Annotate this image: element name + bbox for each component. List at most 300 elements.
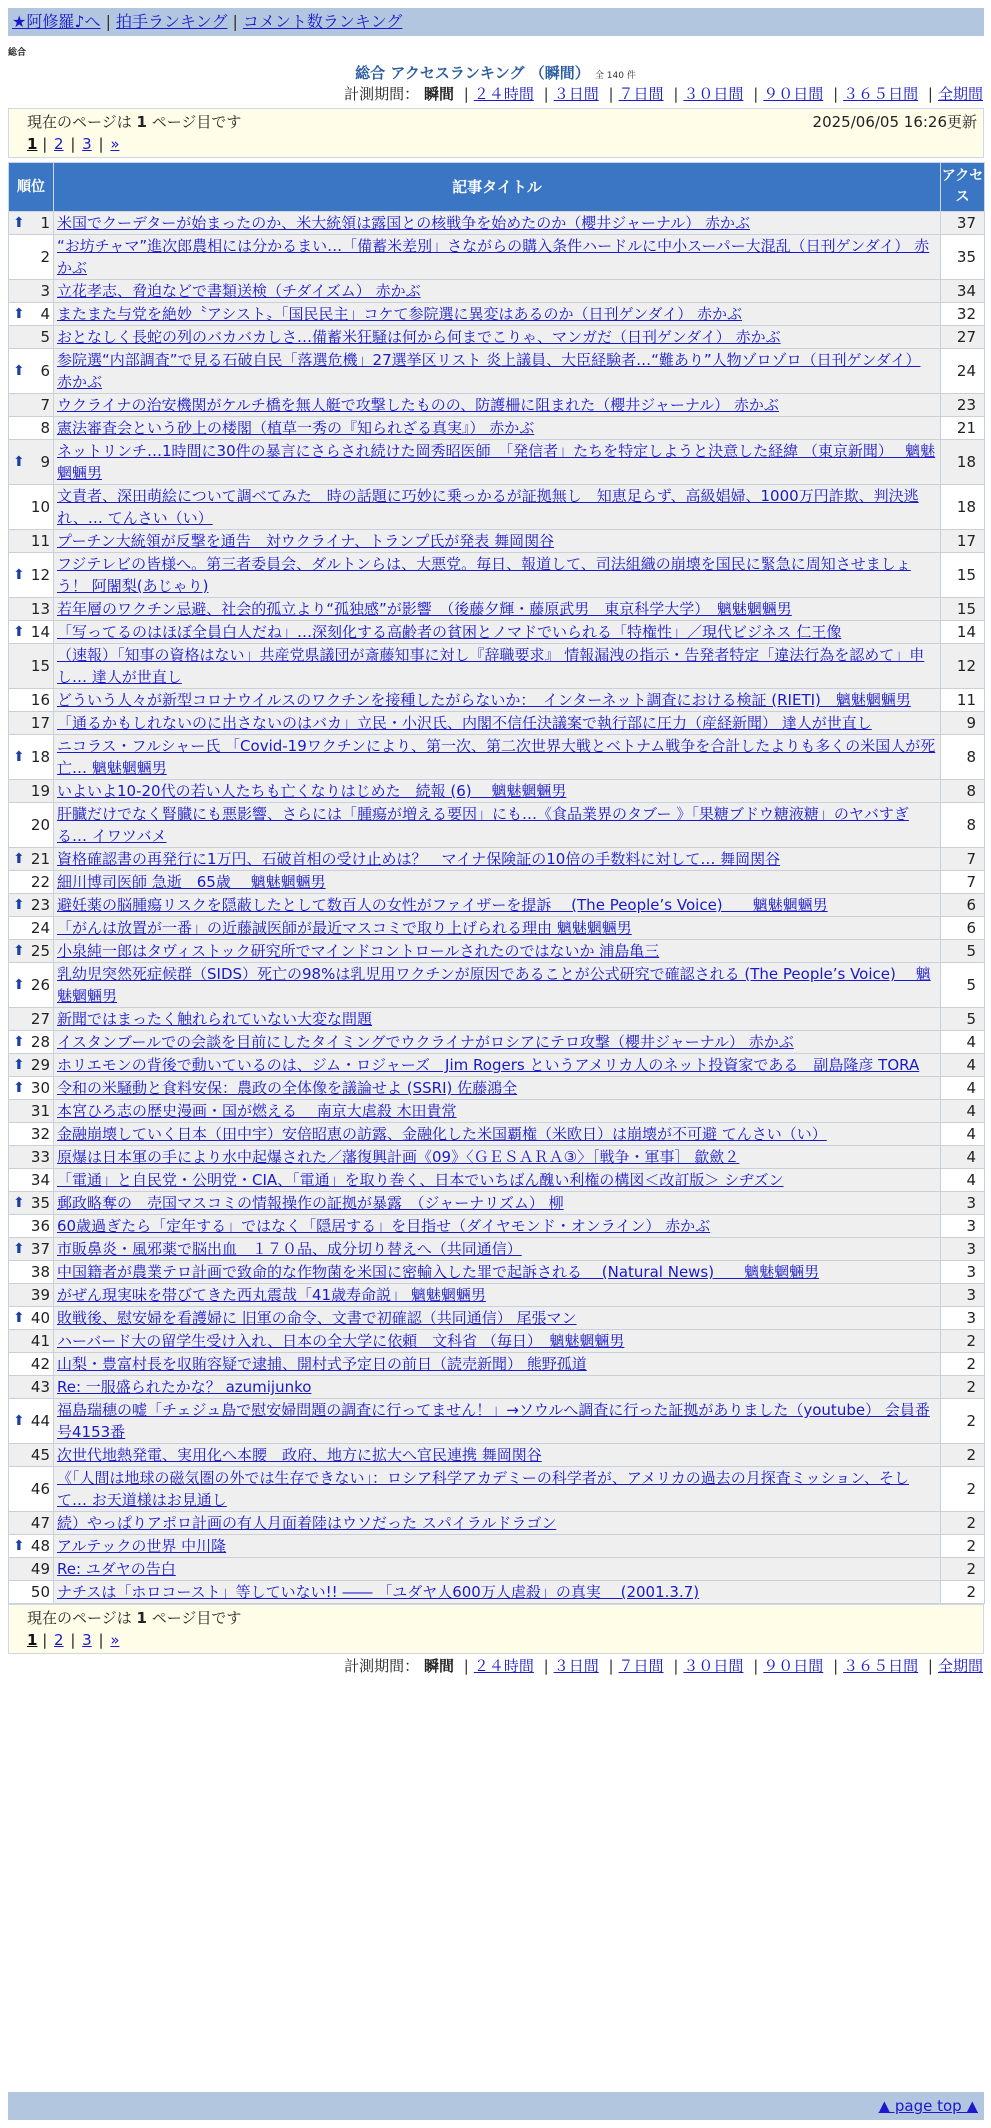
article-link[interactable]: 若年層のワクチン忌避、社会的孤立より“孤独感”が影響 （後藤夕輝・藤原武男 東京科学大学） 魑魅魍魎男 [57,600,792,618]
table-row [9,1284,985,1307]
article-link[interactable]: 文責者、深田萌絵について調べてみた 時の話題に巧妙に乗っかるが証拠無し 知恵足らず、高級娼婦、1000万円詐欺、判決逃れ、… てんさい（い） [57,487,919,527]
up-arrow-icon: ⬆ [13,1195,25,1211]
rank-cell [9,689,54,712]
article-link[interactable]: 「電通」と自民党・公明党・CIA、「電通」を取り巻く、日本でいちばん醜い利権の構図＜改訂版＞ シヂズン [57,1171,784,1189]
rank-number: 17 [30,714,50,732]
ranking-table [8,162,985,1604]
table-row [9,235,985,280]
title-cell [54,1581,941,1604]
title-cell [54,394,941,417]
rank-cell [9,1444,54,1467]
rank-cell [9,1146,54,1169]
page-link-1-current: 1 [27,135,38,153]
title-cell [54,735,941,780]
table-row [9,780,985,803]
home-link[interactable]: ★阿修羅♪へ [12,12,101,31]
period-365d[interactable]: ３６５日間 [843,85,919,103]
rank-cell [9,1192,54,1215]
rank-cell [9,1376,54,1399]
article-link[interactable]: 《「人間は地球の磁気圏の外では生存できない」：ロシア科学アカデミーの科学者が、アメリカの過去の月探査ミッション、そして… お天道様はお見通し [57,1469,910,1509]
article-link[interactable]: 資格確認書の再発行に1万円、石破首相の受け止めは？ マイナ保険証の10倍の手数料に対して… 舞岡関谷 [57,850,781,868]
up-arrow-icon: ⬆ [13,1538,25,1554]
page-link-next[interactable]: » [110,1631,120,1649]
access-count: 4 [941,1054,985,1077]
access-count: 24 [941,349,985,394]
total-count: 全 140 件 [594,71,636,81]
article-link[interactable]: 次世代地熱発電、実用化へ本腰 政府、地方に拡大へ官民連携 舞岡関谷 [57,1446,542,1464]
page-link-3[interactable]: 3 [82,1631,92,1649]
rank-number: 38 [30,1263,50,1281]
access-count: 23 [941,394,985,417]
title-cell [54,1399,941,1444]
period-90d[interactable]: ９０日間 [763,85,824,103]
rank-number: 18 [30,748,50,766]
rank-number: 19 [30,782,50,800]
rank-cell [9,1261,54,1284]
article-link[interactable]: ネットリンチ…1時間に30件の暴言にさらされ続けた岡秀昭医師 「発信者」たちを特定しようと決意した経緯 （東京新聞） 魑魅魍魎男 [57,442,936,482]
access-count: 21 [941,417,985,440]
title-cell [54,1330,941,1353]
article-link[interactable]: またまた与党を絶妙〝アシスト〟「国民民主」コケて参院選に異変はあるのか（日刊ゲンダイ） 赤かぶ [57,305,743,323]
access-count: 2 [941,1330,985,1353]
article-link[interactable]: 細川博司医師 急逝 65歳 魑魅魍魎男 [57,873,326,891]
article-link[interactable]: 金融崩壊していく日本（田中宇）安倍昭恵の訪露、金融化した米国覇権（米欧日）は崩壊が不可避 てんさい（い） [57,1125,827,1143]
article-link[interactable]: 福島瑞穂の嘘「チェジュ島で慰安婦問題の調査に行ってません！」→ソウルへ調査に行った証拠がありました（youtube） 会員番号4153番 [57,1401,930,1441]
up-arrow-icon: ⬆ [13,624,25,640]
rank-number: 47 [30,1514,50,1532]
rank-number: 49 [30,1560,50,1578]
rank-number: 32 [30,1125,50,1143]
access-count: 32 [941,303,985,326]
rank-number: 33 [30,1148,50,1166]
period-30d[interactable]: ３０日間 [683,85,744,103]
rank-cell [9,1077,54,1100]
rank-cell [9,349,54,394]
table-row [9,1444,985,1467]
article-link[interactable]: Re: ユダヤの告白 [57,1560,176,1578]
title-cell [54,303,941,326]
rank-cell [9,780,54,803]
period-all[interactable]: 全期間 [937,1657,983,1675]
table-row [9,689,985,712]
rank-cell [9,1399,54,1444]
article-link[interactable]: ホリエモンの背後で動いているのは、ジム・ロジャーズ Jim Rogers というアメリカ人のネット投資家である 副島隆彦 TORA [57,1056,920,1074]
article-link[interactable]: 憲法審査会という砂上の楼閣（植草一秀の『知られざる真実』） 赤かぶ [57,419,535,437]
table-row [9,1238,985,1261]
page-link-next[interactable]: » [110,135,120,153]
title-cell [54,1512,941,1535]
article-link[interactable]: プーチン大統領が反撃を通告 対ウクライナ、トランプ氏が発表 舞岡関谷 [57,532,555,550]
up-arrow-icon: ⬆ [13,1057,25,1073]
period-30d[interactable]: ３０日間 [683,1657,744,1675]
article-link[interactable]: “お坊チャマ”進次郎農相には分かるまい…「備蓄米差別」さながらの購入条件ハードルに中小スーパー大混乱（日刊ゲンダイ） 赤かぶ [57,237,930,277]
rank-cell [9,1169,54,1192]
article-link[interactable]: どういう人々が新型コロナウイルスのワクチンを接種したがらないか： インターネット調査における検証 (RIETI) 魑魅魍魎男 [57,691,911,709]
access-count: 3 [941,1307,985,1330]
up-arrow-icon: ⬆ [13,851,25,867]
title-cell [54,644,941,689]
rank-cell [9,1330,54,1353]
rank-cell [9,485,54,530]
table-row [9,1353,985,1376]
access-count: 5 [941,940,985,963]
period-24h[interactable]: ２４時間 [473,85,534,103]
bottom-bar [8,2092,984,2120]
access-count: 8 [941,735,985,780]
rank-cell [9,848,54,871]
article-link[interactable]: 60歳過ぎたら「定年する」ではなく「隠居する」を目指せ（ダイヤモンド・オンライン） 赤かぶ [57,1217,711,1235]
rank-cell [9,917,54,940]
table-row [9,871,985,894]
title-cell [54,803,941,848]
up-arrow-icon: ⬆ [13,215,25,231]
article-link[interactable]: 令和の米騒動と食料安保：農政の全体像を議論せよ (SSRI) 佐藤鴻全 [57,1079,518,1097]
article-link[interactable]: 郵政略奪の 売国マスコミの情報操作の証拠が暴露 （ジャーナリズム） 柳 [57,1194,564,1212]
article-link[interactable]: 市販鼻炎・風邪薬で脳出血 １７０品、成分切り替えへ（共同通信） [57,1240,522,1258]
rank-number: 10 [30,498,50,516]
article-link[interactable]: 立花孝志、脅迫などで書類送検（チダイズム） 赤かぶ [57,282,421,300]
access-count: 37 [941,212,985,235]
title-cell [54,894,941,917]
table-row [9,1535,985,1558]
article-link[interactable]: アルテックの世界 中川隆 [57,1537,227,1555]
access-count: 2 [941,1353,985,1376]
table-row [9,1169,985,1192]
rank-cell [9,530,54,553]
access-count: 34 [941,280,985,303]
rank-number: 41 [30,1332,50,1350]
rank-cell [9,1215,54,1238]
title-cell [54,598,941,621]
title-cell [54,780,941,803]
rank-cell [9,1535,54,1558]
title-cell [54,280,941,303]
separator: | [232,12,238,31]
pager-bottom: 現在のページは 1 ページ目です 1 | 2 | 3 | » [8,1604,984,1654]
rank-cell [9,1031,54,1054]
period-selector-bottom: 計測期間： 瞬間 | ２４時間 | ３日間 | ７日間 | ３０日間 | ９０日間 | ３６５日間 | 全期間 [344,1657,983,1675]
period-7d[interactable]: ７日間 [618,85,664,103]
rank-number: 4 [40,305,50,323]
page-link-2[interactable]: 2 [54,1631,64,1649]
article-link[interactable]: ハーバード大の留学生受け入れ、日本の全大学に依頼 文科省 （毎日） 魑魅魍魎男 [57,1332,625,1350]
article-link[interactable]: 米国でクーデターが始まったのか、米大統領は露国との核戦争を始めたのか（櫻井ジャーナル） 赤かぶ [57,214,750,232]
page-link-3[interactable]: 3 [82,135,92,153]
top-nav-bar [8,8,984,36]
rank-number: 30 [30,1079,50,1097]
applause-ranking-link[interactable]: 拍手ランキング [115,12,228,31]
rank-cell [9,440,54,485]
rank-cell [9,621,54,644]
title-cell [54,1307,941,1330]
table-row [9,1581,985,1604]
table-row [9,1261,985,1284]
title-cell [54,963,941,1008]
article-link[interactable]: 肝臓だけでなく腎臓にも悪影響、さらには「腫瘍が増える要因」にも…《食品業界のタブー 》「果糖ブドウ糖液糖」のヤバすぎる… イワツバメ [57,805,909,845]
comment-ranking-link[interactable]: コメント数ランキング [242,12,403,31]
period-3d[interactable]: ３日間 [553,85,599,103]
table-row [9,735,985,780]
up-arrow-icon: ⬆ [13,749,25,765]
access-count: 18 [941,440,985,485]
rank-number: 40 [30,1309,50,1327]
rank-number: 25 [30,942,50,960]
table-row [9,440,985,485]
article-link[interactable]: ウクライナの治安機関がケルチ橋を無人艇で攻撃したものの、防護柵に阻まれた（櫻井ジャーナル） 赤かぶ [57,396,779,414]
title-cell [54,940,941,963]
up-arrow-icon: ⬆ [13,977,25,993]
table-row [9,1192,985,1215]
table-row [9,621,985,644]
rank-number: 35 [30,1194,50,1212]
access-count: 5 [941,1008,985,1031]
table-row [9,894,985,917]
rank-number: 5 [40,328,50,346]
rank-cell [9,735,54,780]
title-cell [54,440,941,485]
access-count: 18 [941,485,985,530]
access-count: 2 [941,1399,985,1444]
title-cell [54,1376,941,1399]
rank-number: 26 [30,976,50,994]
period-365d[interactable]: ３６５日間 [843,1657,919,1675]
table-row [9,644,985,689]
access-count: 4 [941,1077,985,1100]
title-cell [54,1261,941,1284]
title-cell [54,1123,941,1146]
rank-number: 1 [40,214,50,232]
period-current: 瞬間 [423,1657,454,1675]
up-arrow-icon: ⬆ [13,454,25,470]
access-count: 4 [941,1169,985,1192]
table-row [9,1215,985,1238]
rank-cell [9,1238,54,1261]
up-arrow-icon: ⬆ [13,1413,25,1429]
access-count: 11 [941,689,985,712]
article-link[interactable]: 小泉純一郎はタヴィストック研究所でマインドコントロールされたのではないか 浦島亀三 [57,942,660,960]
table-row [9,326,985,349]
table-row [9,1376,985,1399]
period-24h[interactable]: ２４時間 [473,1657,534,1675]
article-link[interactable]: おとなしく長蛇の列のバカバカしさ…備蓄米狂騒は何から何までこりゃ、マンガだ（日刊ゲンダイ） 赤かぶ [57,328,781,346]
table-row [9,349,985,394]
access-count: 4 [941,1031,985,1054]
rank-cell [9,1123,54,1146]
rank-number: 31 [30,1102,50,1120]
title-cell [54,1535,941,1558]
pager-text-pre: 現在のページは [27,1609,137,1627]
rank-cell [9,940,54,963]
rank-cell [9,417,54,440]
table-row [9,1008,985,1031]
access-count: 7 [941,848,985,871]
rank-number: 39 [30,1286,50,1304]
table-row [9,1467,985,1512]
title-cell [54,621,941,644]
title-cell [54,1054,941,1077]
title-cell [54,848,941,871]
rank-number: 21 [30,850,50,868]
access-count: 2 [941,1581,985,1604]
table-row [9,1399,985,1444]
rank-number: 13 [30,600,50,618]
title-cell [54,1284,941,1307]
up-arrow-icon: ⬆ [13,363,25,379]
rank-cell [9,894,54,917]
title-cell [54,553,941,598]
rank-number: 27 [30,1010,50,1028]
period-3d[interactable]: ３日間 [553,1657,599,1675]
title-cell [54,1444,941,1467]
article-link[interactable]: がぜん現実味を帯びてきた西丸震哉「41歳寿命説」 魑魅魍魎男 [57,1286,486,1304]
title-cell [54,212,941,235]
rank-number: 11 [30,532,50,550]
title-cell [54,1558,941,1581]
access-count: 4 [941,1146,985,1169]
table-row [9,848,985,871]
article-link[interactable]: 「写ってるのはほぼ全員白人だね」…深刻化する高齢者の貧困とノマドでいられる「特権性」／現代ビジネス 仁王像 [57,623,842,641]
rank-number: 34 [30,1171,50,1189]
rank-cell [9,1307,54,1330]
title-cell [54,1031,941,1054]
pager-text-post: ページ目です [146,1609,242,1627]
up-arrow-icon: ⬆ [13,306,25,322]
period-label: 計測期間： [344,1657,420,1675]
rank-number: 14 [30,623,50,641]
page-link-1-current: 1 [27,1631,38,1649]
period-current: 瞬間 [423,85,454,103]
table-row [9,280,985,303]
up-arrow-icon: ⬆ [13,1080,25,1096]
rank-number: 48 [30,1537,50,1555]
pager-top: 現在のページは 1 ページ目です 2025/06/05 16:26更新 1 | 2 | 3 | » [8,108,984,158]
rank-cell [9,1353,54,1376]
article-link[interactable]: 参院選“内部調査”で見る石破自民「落選危機」27選挙区リスト 炎上議員、大臣経験者…“難あり”人物ゾロゾロ（日刊ゲンダイ） 赤かぶ [57,351,921,391]
article-link[interactable]: ナチスは「ホロコースト」等していない!! ―― 「ユダヤ人600万人虐殺」の真実 (2001.3.7) [57,1583,700,1601]
separator: | [105,12,111,31]
table-row [9,712,985,735]
rank-cell [9,1581,54,1604]
column-header-access: アクセス [941,163,985,212]
table-row [9,485,985,530]
access-count: 7 [941,871,985,894]
article-link[interactable]: 山梨・豊富村長を収賄容疑で逮捕、開村式予定日の前日（読売新聞） 熊野孤道 [57,1355,587,1373]
article-link[interactable]: ニコラス・フルシャー氏 「Covid-19ワクチンにより、第一次、第二次世界大戦とベトナム戦争を合計したよりも多くの米国人が死亡… 魑魅魍魎男 [57,737,936,777]
article-link[interactable]: 「通るかもしれないのに出さないのはバカ」立民・小沢氏、内閣不信任決議案で執行部に圧力（産経新聞） 達人が世直し [57,714,872,732]
rank-cell [9,303,54,326]
rank-cell [9,712,54,735]
rank-cell [9,871,54,894]
period-label: 計測期間： [344,85,420,103]
table-row [9,803,985,848]
article-link[interactable]: 乳幼児突然死症候群（SIDS）死亡の98%は乳児用ワクチンが原因であることが公式研究で確認される (The People’s Voice) 魑魅魍魎男 [57,965,931,1005]
article-link[interactable]: 中国籍者が農業テロ計画で致命的な作物菌を米国に密輸入した罪で起訴される (Natural News) 魑魅魍魎男 [57,1263,820,1281]
rank-number: 36 [30,1217,50,1235]
ranking-table-body [9,212,985,1604]
article-link[interactable]: （速報）「知事の資格はない」共産党県議団が斎藤知事に対し『辞職要求』 情報漏洩の指示・告発者特定「違法行為を認めて」申し… 達人が世直し [57,646,925,686]
access-count: 15 [941,553,985,598]
title-cell [54,326,941,349]
table-row [9,1123,985,1146]
access-count: 4 [941,1100,985,1123]
table-row [9,1054,985,1077]
access-count: 9 [941,712,985,735]
table-row [9,963,985,1008]
up-arrow-icon: ⬆ [13,1310,25,1326]
article-link[interactable]: 続）やっぱりアポロ計画の有人月面着陸はウソだった スパイラルドラゴン [57,1514,557,1532]
table-row [9,530,985,553]
table-row [9,1077,985,1100]
access-count: 15 [941,598,985,621]
table-row [9,1146,985,1169]
table-row [9,553,985,598]
pager-text-pre: 現在のページは [27,113,137,131]
article-link[interactable]: Re: 一服盛られたかな？ azumijunko [57,1378,312,1396]
rank-cell [9,1100,54,1123]
period-all[interactable]: 全期間 [937,85,983,103]
page-link-2[interactable]: 2 [54,135,64,153]
table-row [9,212,985,235]
title-cell [54,917,941,940]
article-link[interactable]: フジテレビの皆様へ。第三者委員会、ダルトンらは、大悪党。毎日、報道して、司法組織の崩壊を国民に緊急に周知させましょう！ 阿闍梨(あじゃり) [57,555,911,595]
title-cell [54,1146,941,1169]
access-count: 17 [941,530,985,553]
table-row [9,417,985,440]
access-count: 14 [941,621,985,644]
rank-cell [9,326,54,349]
access-count: 2 [941,1558,985,1581]
title-cell [54,1169,941,1192]
rank-cell [9,1054,54,1077]
access-count: 3 [941,1284,985,1307]
rank-number: 43 [30,1378,50,1396]
access-count: 5 [941,963,985,1008]
rank-number: 46 [30,1480,50,1498]
rank-number: 8 [40,419,50,437]
article-link[interactable]: 原爆は日本軍の手により水中起爆された／藩復興計画《09》〈ＧＥＳＡＲＡ③〉［戦争・軍事］ 歙歛２ [57,1148,740,1166]
rank-cell [9,1284,54,1307]
access-count: 3 [941,1215,985,1238]
article-link[interactable]: 本宮ひろ志の歴史漫画・国が燃える 南京大虐殺 木田貴常 [57,1102,457,1120]
article-link[interactable]: 避妊薬の脳腫瘍リスクを隠蔽したとして数百人の女性がファイザーを提訴 (The People’s Voice) 魑魅魍魎男 [57,896,828,914]
article-link[interactable]: 新聞ではまったく触れられていない大変な問題 [57,1010,373,1028]
period-90d[interactable]: ９０日間 [763,1657,824,1675]
article-link[interactable]: イスタンブールでの会談を目前にしたタイミングでウクライナがロシアにテロ攻撃（櫻井ジャーナル） 赤かぶ [57,1033,794,1051]
article-link[interactable]: いよいよ10-20代の若い人たちも亡くなりはじめた 続報 (6) 魑魅魍魎男 [57,782,567,800]
up-arrow-icon: ⬆ [13,943,25,959]
access-count: 2 [941,1376,985,1399]
page-top-link[interactable]: ▲ page top ▲ [878,2097,978,2115]
rank-cell [9,1512,54,1535]
rank-number: 3 [40,282,50,300]
rank-number: 28 [30,1033,50,1051]
title-cell [54,1353,941,1376]
article-link[interactable]: 「がんは放置が一番」の近藤誠医師が最近マスコミで取り上げられる理由 魑魅魍魎男 [57,919,632,937]
access-count: 8 [941,803,985,848]
access-count: 2 [941,1444,985,1467]
article-link[interactable]: 敗戦後、慰安婦を看護婦に 旧軍の命令、文書で初確認（共同通信） 尾張マン [57,1309,577,1327]
rank-number: 2 [40,248,50,266]
rank-number: 16 [30,691,50,709]
period-7d[interactable]: ７日間 [618,1657,664,1675]
access-count: 2 [941,1512,985,1535]
title-cell [54,1008,941,1031]
table-row [9,394,985,417]
access-count: 4 [941,1123,985,1146]
access-count: 2 [941,1535,985,1558]
rank-number: 29 [30,1056,50,1074]
table-row [9,1558,985,1581]
